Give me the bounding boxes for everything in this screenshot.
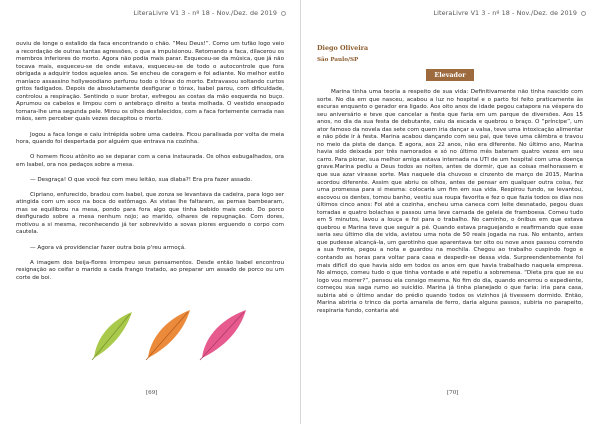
running-header bbox=[134, 9, 287, 17]
paragraph: O homem ficou atônito ao se deparar com a cena instaurada. Os olhos esbugalhados, ora em Isabel, ora nos pedaços sobre a mesa. bbox=[16, 154, 284, 168]
running-header-text: LiteraLivre V1 3 - nº 18 - Nov./Dez. de 2019 bbox=[433, 9, 577, 17]
header-ornament-icon bbox=[281, 11, 286, 16]
running-header bbox=[434, 9, 587, 17]
green-feather-icon bbox=[92, 312, 132, 360]
page-number: [70] bbox=[447, 390, 459, 396]
left-body-text bbox=[16, 41, 284, 290]
paragraph: Jogou a faca longe e caiu intrépida sobre uma cadeira. Ficou paralisada por volta de meia hora, quando foi despertada por alguém que entrava na cozinha. bbox=[16, 131, 284, 146]
paragraph: — Desgraça! O que você fez com meu leitão, sua diaba?! Era pra fazer assado. bbox=[30, 176, 253, 183]
header-ornament-icon bbox=[581, 11, 586, 16]
orange-feather-icon bbox=[146, 310, 190, 360]
paragraph: A imagem dos beija-flores irrompeu seus pensamentos. Desde então Isabel encontrou resignação ao ceifar o marido a cada frango tratado, ao preparar um assado de porco ou um corte de boi. bbox=[16, 259, 284, 281]
paragraph: ouviu de longe o estalido da faca encontrando o chão. “Meu Deus!”. Como um tufão logo veio a recordação de outras tantas agressões, o que a impulsionou. Retomando a faca, dilacerou os membros inferiores do morto. Agora não podia mais parar. Esqueceu-se da música, que já não tocava mais, esqueceu-se de onde estava, esqueceu-se de todo o autocontrole que fora obrigada a adquirir todos aqueles anos. Se encheu de coragem e foi adiante. No melhor estilo maníaco assassino hollywoodiano perfurou todo o tórax do morto. Extravasou soltando curtos gritos fadigados. Depois de absolutamente desfigurar o tórax, Isabel parou, com dificuldade, controlou a respiração. Sentindo o suor brotar, esfregou as costas da mão esquerda no buço. Aprumou os cabelos e limpou com o antebraço direito a testa molhada. O vestido ensopado tomara-lhe uma segunda pele. Mirou os olhos desfalecidos, com a faca fortemente cerrada nas mãos, sem perceber quais vezes decapitou o morto. bbox=[16, 41, 284, 123]
pink-feather-icon bbox=[200, 310, 246, 360]
right-page bbox=[300, 0, 600, 424]
paragraph: — Agora vá providenciar fazer outra boia p'reu armoçá. bbox=[30, 244, 186, 251]
story-title: Elevador bbox=[426, 69, 474, 81]
right-body-text bbox=[317, 89, 583, 315]
running-header-text: LiteraLivre V1 3 - nº 18 - Nov./Dez. de 2019 bbox=[133, 9, 277, 17]
feathers-illustration bbox=[86, 300, 256, 362]
paragraph: Marina tinha uma teoria a respeito de sua vida: Definitivamente não tinha nascido com sorte. No dia em que nasceu, acabou a luz no hospital e o parto foi feito praticamente às escuras enquanto o gerador era ligado. Aos oito anos de idade pegou catapora na véspera do seu aniversário e teve que cancelar a festa que faria em um parque de diversões. Aos 15 anos, no dia da sua festa de debutante, caiu da escada e quebrou o braço. O “príncipe”, um ator famoso da novela das sete com quem iria dançar a valsa, teve uma intoxicação alimentar e não pôde ir à festa. Marina acabou dançando com seu pai, que teve uma câimbra e travou no meio da pista de dança. E agora, aos 22 anos, não era diferente. No último ano, Marina havia sido deixada por três namorados e só no último mês bateram quatro vezes em seu carro. Para piorar, sua melhor amiga estava internada na UTI de um hospital com uma doença grave.Marina pediu a Deus todos as noites, antes de dormir, que as coisas melhorassem e que sua azar virasse sorte. Mas naquele dia chuvoso e cinzento de março de 2015, Marina acordou diferente. Assim que abriu os olhos, antes de pensar em qualquer outra coisa, fez uma promessa para si mesma: colocaria um fim em sua vida. Respirou fundo, se levantou, escovou os dentes, tomou banho, vestiu sua roupa favorita e fez o que fazia todos os dias nos últimos cinco anos: Foi até a cozinha, encheu uma caneca com leite desnatado, pegou duas torradas e quatro bolachas e passou uma leve camada de geleia de framboesa. Comeu tudo em 5 minutos, lavou a louça e foi para o trabalho. No caminho, o ônibus em que estava quebrou e Marina teve que seguir a pé. Quando estava praguejando e reafirmando que esse seria seu último dia de vida, avistou uma nota de 50 reais jogada na rua. No entanto, antes que pudesse alcançá-la, um garotinho que aparentava ter oito ou nove anos passou correndo a sua frente, pegou a nota e guardou na mochila. Chegou ao trabalho cuspindo fogo e contando as horas para voltar para casa e despedir-se dessa vida. Surpreendentemente foi mais difícil do que havia sido em todos os anos em que havia trabalhado naquela empresa. No almoço, comeu tudo o que tinha vontade e até repetiu a sobremesa. “Dieta pra que se eu logo vou morrer?”, pensou ela consigo mesma. No fim do dia, quando encerrou o expediente, começou sua saga rumo ao suicídio. Marina já tinha planejado o que faria: iria para casa, subiria até o último andar do prédio quando todos os vizinhos já tivessem dormido. Então, Marina abriria o trinco da porta amarela de ferro, daria alguns passos, subiria no parapeito, respiraria fundo, contaria até bbox=[317, 89, 583, 314]
paragraph: Cipriano, enfurecido, bradou com Isabel, que zonza se levantava da cadeira, para logo ser atingida com um soco na boca do estômago. As vistas lhe faltaram, as pernas bambearam, mas se equilibrou na mesa, pondo para fora algo que tinha bebido mais cedo. Do porco desfigurado sobre a mesa nenhum nojo; ao marido, olhares de repugnação. Com dores, motivou a si mesma, reconhecendo já ter sobrevivido a sovas piores erguendo o corpo com cautela. bbox=[16, 191, 284, 236]
author-location: São Paulo/SP bbox=[317, 57, 359, 63]
author-name: Diego Oliveira bbox=[317, 44, 369, 52]
page-number: [69] bbox=[146, 390, 158, 396]
